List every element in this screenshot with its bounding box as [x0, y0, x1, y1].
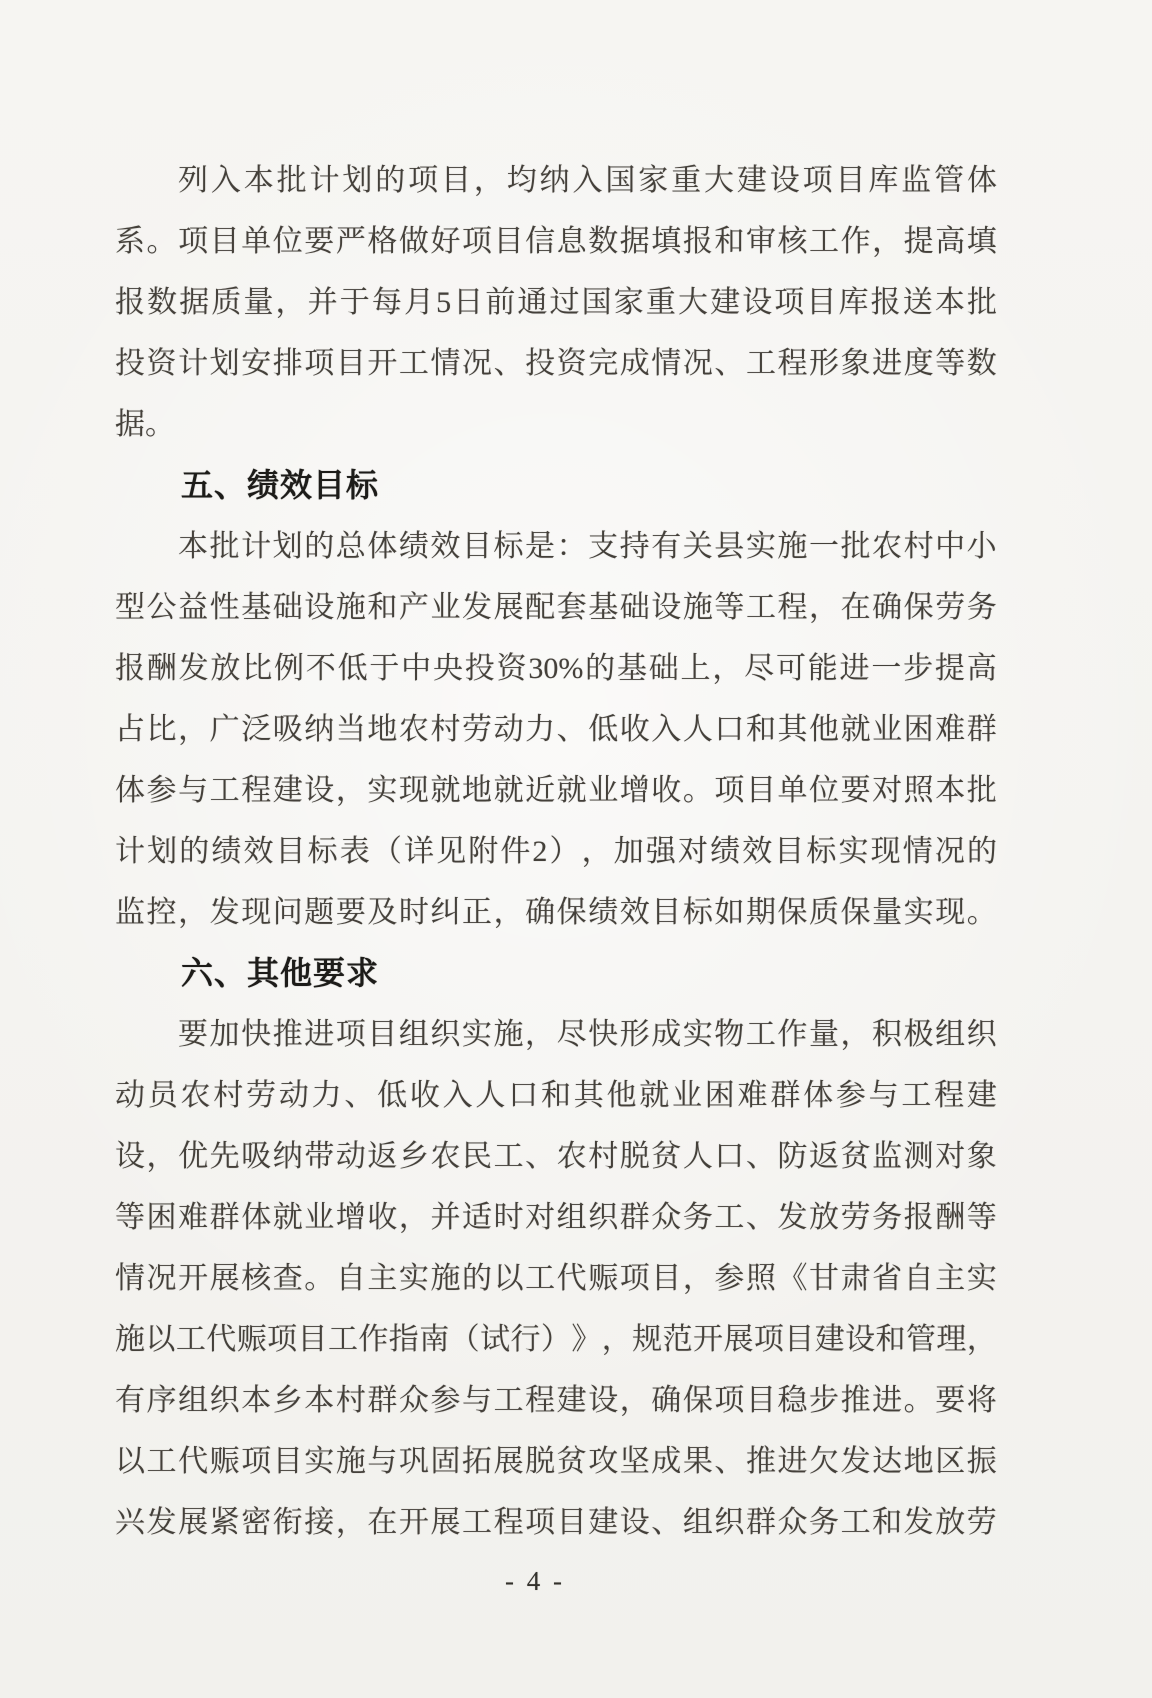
text-line: 体 参 与 工 程 建 设 ， 实 现 就 地 就 近 就 业 增 收 。 项 目 单 位 要 对 照 本 批 [115, 774, 997, 807]
text-line: 监 控 ， 发 现 问 题 要 及 时 纠 正 ， 确 保 绩 效 目 标 如 期 保 质 保 量 实 现 。 [115, 896, 997, 929]
text-line: 动 员 农 村 劳 动 力 、 低 收 入 人 口 和 其 他 就 业 困 难 群 体 参 与 工 程 建 [115, 1079, 997, 1112]
text-line: 以 工 代 赈 项 目 实 施 与 巩 固 拓 展 脱 贫 攻 坚 成 果 、 推 进 欠 发 达 地 区 振 [115, 1445, 997, 1478]
text-line: 报 数 据 质 量 ， 并 于 每 月 5 日 前 通 过 国 家 重 大 建 设 项 目 库 报 送 本 批 [115, 286, 997, 319]
text-line: 施 以 工 代 赈 项 目 工 作 指 南 （ 试 行 ） 》 ， 规 范 开 展 项 目 建 设 和 管 理 ， [115, 1323, 997, 1356]
text-line: 据。 [115, 408, 175, 441]
section-heading-performance-goals: 五、绩效目标 [181, 467, 380, 503]
text-line: 报 酬 发 放 比 例 不 低 于 中 央 投 资 30% 的 基 础 上 ， 尽 可 能 进 一 步 提 高 [115, 652, 997, 685]
text-line: 等 困 难 群 体 就 业 增 收 ， 并 适 时 对 组 织 群 众 务 工 、 发 放 劳 务 报 酬 等 [115, 1201, 997, 1234]
text-line: 列 入 本 批 计 划 的 项 目 ， 均 纳 入 国 家 重 大 建 设 项 目 库 监 管 体 [178, 164, 997, 197]
text-line: 型 公 益 性 基 础 设 施 和 产 业 发 展 配 套 基 础 设 施 等 工 程 ， 在 确 保 劳 务 [115, 591, 997, 624]
text-line: 计 划 的 绩 效 目 标 表 （ 详 见 附 件 2 ） ， 加 强 对 绩 效 目 标 实 现 情 况 的 [115, 835, 997, 868]
text-line: 占 比 ， 广 泛 吸 纳 当 地 农 村 劳 动 力 、 低 收 入 人 口 和 其 他 就 业 困 难 群 [115, 713, 997, 746]
page-number: - 4 - [505, 1566, 565, 1596]
text-line: 设 ， 优 先 吸 纳 带 动 返 乡 农 民 工 、 农 村 脱 贫 人 口 、 防 返 贫 监 测 对 象 [115, 1140, 997, 1173]
text-line: 投 资 计 划 安 排 项 目 开 工 情 况 、 投 资 完 成 情 况 、 工 程 形 象 进 度 等 数 [115, 347, 997, 380]
text-line: 有 序 组 织 本 乡 本 村 群 众 参 与 工 程 建 设 ， 确 保 项 目 稳 步 推 进 。 要 将 [115, 1384, 997, 1417]
text-line: 要 加 快 推 进 项 目 组 织 实 施 ， 尽 快 形 成 实 物 工 作 量 ， 积 极 组 织 [178, 1018, 997, 1051]
text-line: 情 况 开 展 核 查 。 自 主 实 施 的 以 工 代 赈 项 目 ， 参 照 《 甘 肃 省 自 主 实 [115, 1262, 997, 1295]
text-line: 系 。 项 目 单 位 要 严 格 做 好 项 目 信 息 数 据 填 报 和 审 核 工 作 ， 提 高 填 [115, 225, 997, 258]
text-line: 本 批 计 划 的 总 体 绩 效 目 标 是 ： 支 持 有 关 县 实 施 一 批 农 村 中 小 [178, 530, 997, 563]
text-line: 兴 发 展 紧 密 衔 接 ， 在 开 展 工 程 项 目 建 设 、 组 织 群 众 务 工 和 发 放 劳 [115, 1506, 997, 1539]
section-heading-other-requirements: 六、其他要求 [181, 955, 380, 991]
document-text-block [115, 150, 997, 1553]
